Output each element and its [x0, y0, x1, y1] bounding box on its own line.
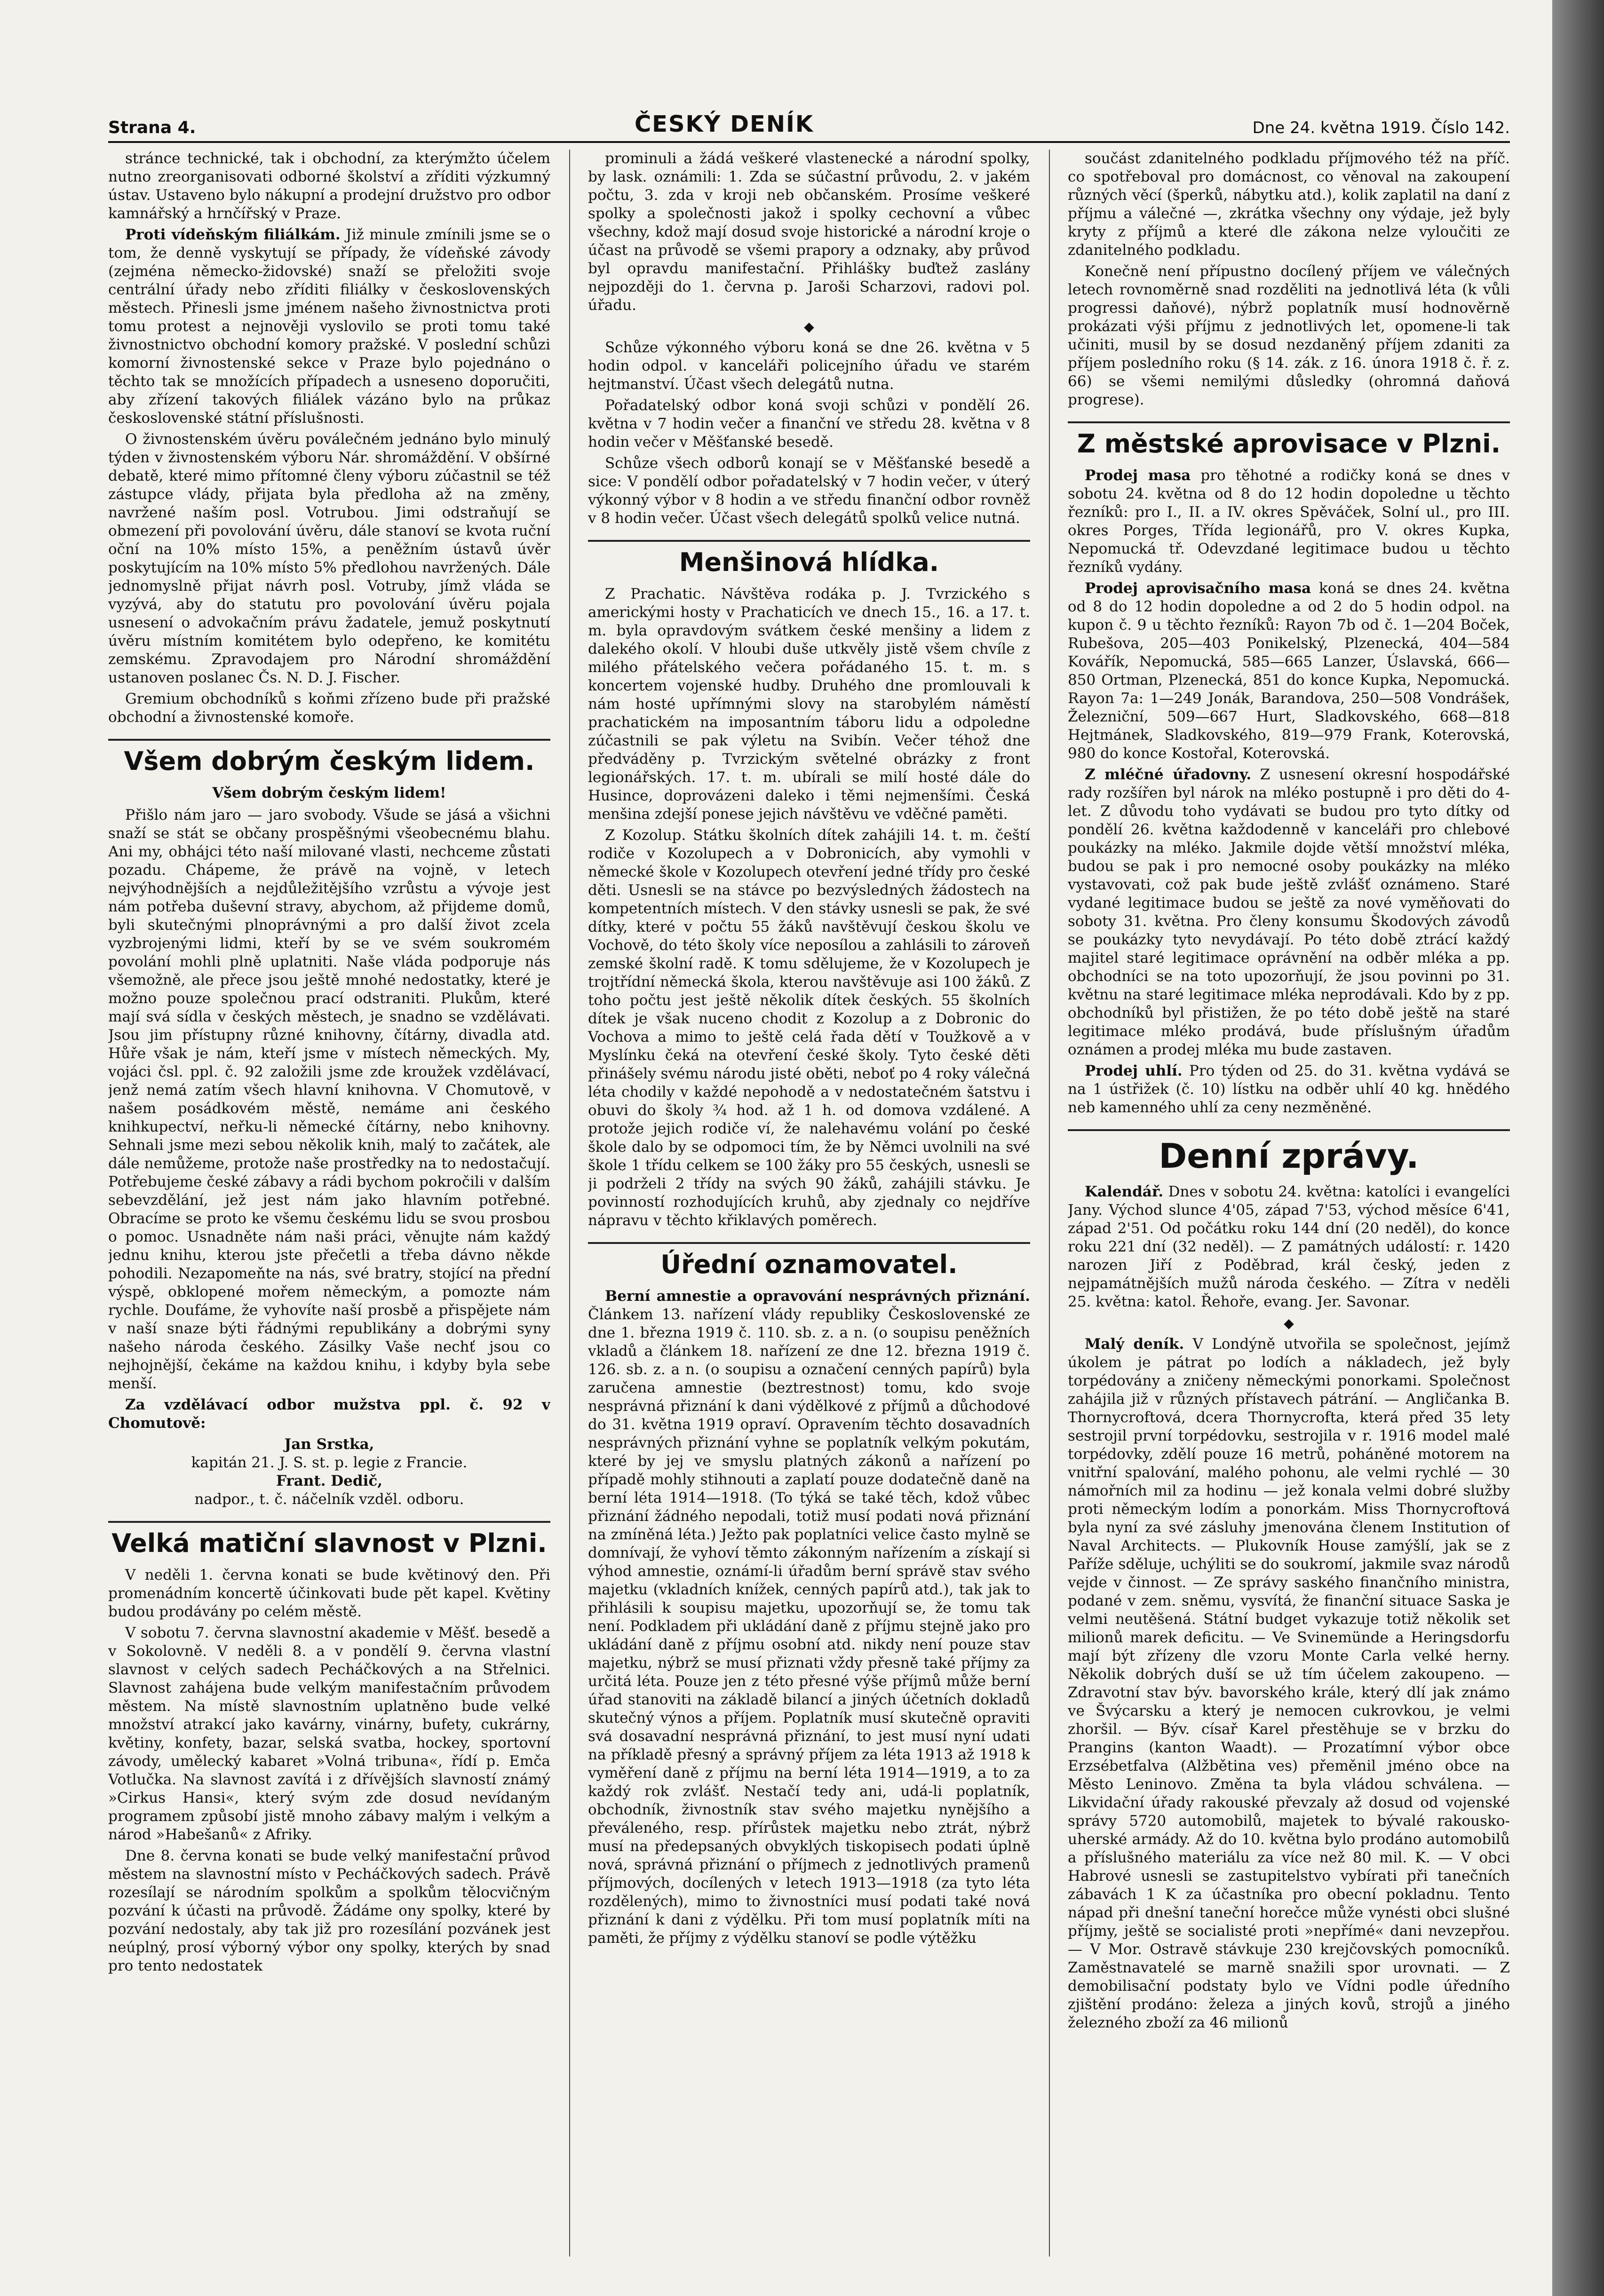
- subheadline: Všem dobrým českým lidem!: [212, 784, 446, 801]
- headline: Úřední oznamovatel.: [588, 1242, 1030, 1280]
- paragraph-lead: Berní amnestie a opravování nesprávných přiznání.: [605, 1288, 1030, 1305]
- paragraph-lead: Prodej aprovisačního masa: [1085, 580, 1311, 597]
- headline: Velká matiční slavnost v Plzni.: [108, 1521, 550, 1559]
- article-paragraph: [1068, 1062, 1510, 1117]
- signature-role: nadpor., t. č. náčelník vzděl. odboru.: [194, 1491, 464, 1508]
- section-ornament: ◆: [804, 319, 814, 334]
- article-paragraph: Z Prachatic. Návštěva rodáka p. J. Tvrzického s americkými hosty v Prachaticích ve dnech 15., 16. a 17. t. m. byla opravdovým svátkem české menšiny a lidem z dalekého okolí. V hloubi duše utkvěly jistě všem chvíle z milého přátelského večera pořádaného 15. t. m. s koncertem vojenské hudby. Druhého dne promlouvali k nám hosté upřímnými slovy na starobylém náměstí prachatickém na imposantním táboru lidu a odpoledne zúčastnili se pak výletu na Svibín. Večer téhož dne předváděny p. Tvrzickým světelné obrázky z front legionářských. 17. t. m. ubírali se milí hosté dále do Husince, doprovázeni daleko i těmi nejmenšími. Česká menšina zdejší ponese jejich návštěvu ve vděčné paměti.: [588, 586, 1030, 823]
- paragraph-body: koná se dnes 24. května od 8 do 12 hodin dopoledne a od 2 do 5 hodin odpol. na kupon č. 9 u těchto řezníků: Rayon 7b od č. 1—204 Boček, Rubešova, 205—403 Ponikelský, Plzenecká, 404—584 Kovářík, Nepomucká, 585—665 Lanzer, Úslavská, 666—850 Ortman, Plzenecká, 851 do konce Kupka, Nepomucká. Rayon 7a: 1—249 Jonák, Barandova, 250—508 Vondrášek, Železniční, 509—667 Hurt, Sladkovského, 668—818 Hejtmánek, Sladkovského, 819—979 Frank, Koterovská, 980 do konce Kostořal, Koterovská.: [1068, 580, 1510, 762]
- article-paragraph: [1068, 1335, 1510, 2032]
- page-number: Strana 4.: [108, 118, 196, 137]
- paragraph-body: pro těhotné a rodičky koná se dnes v sobotu 24. května od 8 do 12 hodin dopoledne u těchto řezníků: pro I., II. a IV. okres Spěváček, Solní ul., pro III. okres Porges, Třída legionářů, pro V. okres Kupka, Nepomucká tř. Odevzdané legitimace budou u těchto řezníků vydány.: [1068, 467, 1510, 576]
- paragraph-lead: Kalendář.: [1085, 1183, 1164, 1200]
- headline: Denní zprávy.: [1068, 1129, 1510, 1175]
- article-paragraph: součást zdanitelného podkladu příjmového též na příč. co spotřeboval pro domácnost, co věnoval na zakoupení různých věcí (šperků, nábytku atd.), kolik zaplatil na daní z příjmu a válečné —, zkrátka všechny ony výdaje, jež byly kryty z příjmů a které dle zákona nelze vyloučiti ze zdanitelného podkladu.: [1068, 150, 1510, 259]
- article-paragraph: [1068, 467, 1510, 577]
- article-paragraph: Gremium obchodníků s koňmi zřízeno bude při pražské obchodní a živnostenské komoře.: [108, 690, 550, 726]
- paragraph-lead: Prodej masa: [1085, 467, 1191, 484]
- column-divider: [1049, 150, 1050, 2256]
- section-ornament: ◆: [1284, 1315, 1294, 1331]
- column-1: [108, 150, 550, 2252]
- headline: Menšinová hlídka.: [588, 540, 1030, 578]
- article-paragraph: Dne 8. června konati se bude velký manifestační průvod městem na slavnostní místo v Pecháčkových sadech. Právě rozesílají se národním spolkům a spolkům tělocvičným pozvání k účasti na průvodě. Žádáme ony spolky, které by pozvání nedostaly, aby tak již pro rozesílání pozvánek jest neúplný, prosí výborný výbor ony spolky, kterých by snad pro tento nedostatek: [108, 1847, 550, 1974]
- paragraph-lead: Prodej uhlí.: [1085, 1062, 1183, 1079]
- article-paragraph: O živnostenském úvěru poválečném jednáno bylo minulý týden v živnostenském výboru Nár. shromáždění. V obšírné debatě, které mimo přítomné členy výboru zúčastnil se též zástupce vlády, přijata byla předloha až na změny, navržené naším posl. Votrubou. Jimi odstraňují se obmezení při povolování úvěru, dále stanoví se kvota ruční oční na 10% místo 15%, a peněžním ústavů úvěr poskytujícím na 10% místo 5% předlohou navržených. Dále jednomyslně přijat návrh posl. Votruby, jímž vláda se vyzývá, aby do statutu pro povolování úvěru pojala usnesení o advokačním právu žadatele, jemuž poskytnutí úvěru místním komitétem bylo odepřeno, ke komitétu zemskému. Zpravodajem pro Národní shromáždění ustanoven poslanec Čs. N. D. J. Fischer.: [108, 431, 550, 686]
- paragraph-body: V Londýně utvořila se společnost, jejímž úkolem je pátrat po lodích a nákladech, jež byly torpédovány a zničeny německými ponorkami. Společnost zahájila již v různých přístavech pátrání. — Angličanka B. Thornycroftová, dcera Thornycrofta, která před 35 lety sestrojil první torpédovku, sestrojila v r. 1916 model malé torpédovky, zdělí pouze 16 metrů, poháněné motorem na vnitřní spalování, malého pohonu, ale velmi rychlé — 30 námořních mil za hodinu — jež konala velmi dobré služby proti německým lodím a ponorkám. Miss Thornycroftová byla nyní za své zásluhy jmenována členem Institution of Naval Architects. — Plukovník House zamýšlí, jak se z Paříže sděluje, uchýliti se do soukromí, jakmile svaz národů vejde v činnost. — Ze správy saského finančního ministra, podané v zem. sněmu, vysvítá, že finanční situace Saska je velmi neutěšená. Státní budget vykazuje totiž několik set milionů marek deficitu. — Ve Svinemünde a Heringsdorfu mají být zřízeny dle vzoru Monte Carla velké herny. Několik dobrých duší se už tím účelem zakoupeno. — Zdravotní stav býv. bavorského krále, který dlí jak známo ve Švýcarsku a který je nemocen cukrovkou, je velmi zhoršil. — Býv. císař Karel přestěhuje se v brzku do Prangins (kanton Waadt). — Prozatímní výbor obce Erzsébetfalva (Alžbětina ves) přeměnil jméno obce na Město Leninovo. Změna ta byla vládou schválena. — Likvidační úřady rakouské převzaly až dosud od vojenské správy 5720 automobilů, majetek to bývalé rakousko-uherské armády. Až do 10. května bylo prodáno automobilů a příslušného materiálu za více než 80 mil. K. — V obci Habrové usnesli se zastupitelstvo vybírati při tanečních zábavách 1 K za účastníka pro obecní pokladnu. Tento nápad při dnešní taneční horečce může vynésti obci slušné příjmy, ještě se socialisté proti »nepřímé« dani nevzepřou. — V Mor. Ostravě stávkuje 230 krejčovských pomocníků. Zaměstnavatelé se marně snažili spor urovnati. — Z demobilisační podstaty bylo ve Vídni podle úředního zjištění prodáno: železa a jiných kovů, strojů a jiného železného zboží za 46 milionů: [1068, 1336, 1510, 2031]
- article-paragraph: V sobotu 7. června slavnostní akademie v Měšť. besedě a v Sokolovně. V neděli 8. a v pondělí 9. června vlastní slavnost v celých sadech Pecháčkových a na Střelnici. Slavnost zahájena bude velkým manifestačním průvodem městem. Na místě slavnostním uplatněno bude velké množství atrakcí jako kavárny, vinárny, bufety, cukrárny, květiny, konfety, bazar, selská svatba, hockey, sportovní závody, umělecký kabaret »Volná tribuna«, řídí p. Emča Votlučka. Na slavnost zavítá i z dřívějších slavností známý »Cirkus Hansi«, který svým zde dosud nevídaným programem způsobí jistě mnoho zábavy malým i velkým a národ »Habešanů« z Afriky.: [108, 1624, 550, 1843]
- signature-role: kapitán 21. J. S. st. p. legie z Francie.: [191, 1454, 468, 1471]
- article-paragraph: [1068, 1183, 1510, 1311]
- article-paragraph: V neděli 1. června konati se bude květinový den. Při promenádním koncertě účinkovati bude pět kapel. Květiny budou prodávány po celém městě.: [108, 1567, 550, 1620]
- newspaper-title: ČESKÝ DENÍK: [634, 111, 814, 137]
- article-paragraph: Schůze výkonného výboru koná se dne 26. května v 5 hodin odpol. v kanceláři policejního úřadu ve starém hejtmanství. Účast všech delegátů nutna.: [588, 339, 1030, 393]
- issue-date: Dne 24. května 1919. Číslo 142.: [1252, 119, 1510, 137]
- paragraph-body: Pro týden od 25. do 31. května vydává se na 1 ústřižek (č. 10) lístku na odběr uhlí 40 kg. hnědého neb kamenného uhlí za ceny nezměněné.: [1068, 1062, 1510, 1116]
- column-3: [1068, 150, 1510, 2252]
- article-paragraph: Pořadatelský odbor koná svoji schůzi v pondělí 26. května v 7 hodin večer a finanční ve středu 28. května v 8 hodin večer v Měšťanské besedě.: [588, 397, 1030, 451]
- column-2: [588, 150, 1030, 2252]
- article-paragraph: Schůze všech odborů konají se v Měšťanské besedě a sice: V pondělí odbor pořadatelský v 7 hodin večer, v úterý výkonný výbor v 8 hodin a ve středu finanční odbor rovněž v 8 hodin večer. Účast všech delegátů spolků velice nutná.: [588, 455, 1030, 527]
- paragraph-body: Již minule zmínili jsme se o tom, že denně vyskytují se případy, že vídeňské závody (zejména německo-židovské) snaží se přeložiti svoje centrální úřady nebo zříditi filiálky v československých městech. Přinesli jsme jménem našeho živnostnictva proti tomu protest a nejnověji vyslovilo se proti tomu také živnostnictvo obchodní komory pražské. V poslední schůzi komorní živnostenské sekce v Praze bylo pojednáno o těchto tak se množících případech a usneseno doporučiti, aby zřízení takových filiálek vázáno bylo na průkaz československé státní příslušnosti.: [108, 226, 550, 427]
- article-paragraph: [1068, 766, 1510, 1059]
- paragraph-body: Z usnesení okresní hospodářské rady rozšířen byl nárok na mléko postupně i pro děti do 4-let. Z důvodu toho vydávati se budou pro tyto dítky od pondělí 26. května každodenně v kanceláři pro chlebové poukázky na mléko. Jakmile dojde větší množství mléka, budou se pak i pro nemocné osoby poukázky na mléko vystavovati, což pak bude ještě zvlášť oznámeno. Staré vydané legitimace budou se ještě za nové vyměňovati do soboty 31. května. Pro členy konsumu Škodových závodů se poukázky tyto nevydávají. Po této době ztrácí každý majitel staré legitimace oprávnění na odběr mléka a pp. obchodníci se na toto upozorňují, že jsou povinni po 31. květnu na staré legitimace mléka neprodávali. Kdo by z pp. obchodníků byl přistižen, že po této době ještě na staré legitimace mléko prodává, bude příslušným úřadům oznámen a prodej mléka mu bude zastaven.: [1068, 766, 1510, 1058]
- column-divider: [569, 150, 570, 2256]
- headline: Z městské aprovisace v Plzni.: [1068, 421, 1510, 459]
- article-paragraph: prominuli a žádá veškeré vlastenecké a národní spolky, by lask. oznámili: 1. Zda se súčastní průvodu, 2. v jakém počtu, 3. zda v kroji neb občanském. Prosíme veškeré spolky a společnosti jakož i spolky cechovní a vůbec všechny, kdož mají dosud svoje historické a národní kroje o účast na průvodě se všemi prapory a odznaky, aby průvod byl opravdu manifestační. Přihlášky buďtež zaslány nejpozději do 1. června p. Jaroši Scharzovi, radovi pol. úřadu.: [588, 150, 1030, 314]
- article-paragraph: [588, 1287, 1030, 1948]
- article-paragraph: Přišlo nám jaro — jaro svobody. Všude se jásá a všichni snaží se stát se občany prospěšnými všeobecnému blahu. Ani my, obhájci této naší milované vlasti, nechceme zůstati pozadu. Chápeme, že právě na vojně, v letech nejvýhodnějších a nejdůležitějšího vzrůstu a vývoje jest nám potřeba duševní stravy, abychom, až přijdeme domů, byli skutečnými plnoprávnými a pro další život zcela vyzbrojenými lidmi, kteří by se ve svém soukromém povolání mohli plně uplatniti. Naše vláda podporuje nás všemožně, ale přece jsou ještě mnohé nedostatky, které je možno pouze společnou prací odstraniti. Plukům, které mají svá sídla v českých městech, je snadno se vzdělávati. Jsou jim přístupny různé knihovny, čítárny, divadla atd. Hůře však je nám, kteří jsme v místech německých. My, vojáci čsl. ppl. č. 92 založili jsme zde kroužek vzdělávací, jenž nemá zatím všech hlavní knihovna. V Chomutově, v našem posádkovém městě, nemáme ani českého knihkupectví, neřku-li německé čítárny, nebo knihovny. Sehnali jsme mezi sebou několik knih, malý to začátek, ale dále nemůžeme, protože naše prostředky na to nedostačují. Potřebujeme české zábavy a rádi bychom pokročili v dalším sebevzdělání, jež jest nám jako hlavním potřebné. Obracíme se proto ke všemu českému lidu se svou prosbou o pomoc. Usnadněte nám naši práci, věnujte nám každý jednu knihu, kterou jste přečetli a třeba dávno někde pohodili. Nezapomeňte na nás, své bratry, stojící na přední výspě, obklopené mořem německým, a pomozte nám rychle. Doufáme, že vyhovíte naší prosbě a přispějete nám v naší snaze býti řádnými republikány a dobrými syny našeho národa českého. Zásilky Vaše nechť jsou co nejhojnější, čekáme na každou knihu, i kdyby byla sebe menší.: [108, 807, 550, 1392]
- scan-edge: [1552, 0, 1604, 2296]
- paragraph-lead: Z mléčné úřadovny.: [1085, 766, 1252, 783]
- article-paragraph: stránce technické, tak i obchodní, za kterýmžto účelem nutno zreorganisovati odborné školství a zříditi výzkumný ústav. Ustaveno bylo nákupní a prodejní družstvo pro odbor kamnářský a hrnčířský v Praze.: [108, 150, 550, 222]
- article-paragraph: [108, 226, 550, 428]
- article-paragraph: Konečně není přípustno docílený příjem ve válečných letech rovnoměrně snad rozděliti na jednotlivá léta (k vůli progressi daňové), nýbrž poplatník musí hodnověrně prokázati výši příjmu z jednotlivých let, opomene-li tak učiniti, musil by se dosud nezdaněný příjem zdaniti za příjem posledního roku (§ 14. zák. z 16. února 1918 č. ř. z. 66) se všemi nemilými důsledky (ohromná daňová progrese).: [1068, 263, 1510, 408]
- headline: Všem dobrým českým lidem.: [108, 739, 550, 776]
- masthead: [108, 109, 1510, 137]
- masthead-rule: [108, 141, 1510, 143]
- signature-name: Frant. Dedič,: [276, 1473, 383, 1489]
- article-paragraph: Z Kozolup. Státku školních dítek zahájili 14. t. m. čeští rodiče v Kozolupech a v Dobronicích, aby vymohli v německé škole v Kozolupech otevření jedné třídy pro české děti. Usnesli se na stávce po bezvýsledných žádostech na kompetentních místech. V den stávky usnesli se pak, že své dítky, které v počtu 55 žáků navštěvují českou školu ve Vochově, do této školy více neposílou a zahlásili to zároveň zemské školní radě. K tomu sdělujeme, že v Kozolupech je trojtřídní německá škola, kterou navštěvuje asi 100 žáků. Z toho počtu jest ještě několik dítek českých. 55 školních dítek je však nuceno chodit z Kozolup a z Dobronic do Vochova a mimo to ještě celá řada dětí v Toužkově a v Myslínku čeká na otevření české školy. Tyto české děti přinášely svému národu jisté oběti, neboť po 4 roky válečná léta chodily v každé nepohodě a v nedostatečném šatstvu i obuvi do školy ¾ hod. až 1 h. od domova vzdálené. A protože jejich rodiče ví, že nalehavému volání po české škole dalo by se odpomoci tím, že by Němci uvolnili na své škole 1 třídu celkem se 100 žáky pro 55 českých, usnesli se ji podrželi 2 třídy na svých 90 žáků, zahájili stávku. Je povinností rozhodujících kruhů, aby zjednaly co nejdříve nápravu v těchto křiklavých poměrech.: [588, 827, 1030, 1229]
- paragraph-body: Článkem 13. nařízení vlády republiky Československé ze dne 1. března 1919 č. 110. sb. z. a n. (o soupisu peněžních vkladů a článkem 18. nařízení ze dne 12. března 1919 č. 126. sb. z. a n. (o soupisu a označení cenných papírů) byla zaručena amnestie (beztrestnost) tomu, kdo svoje nesprávná přiznání k dani výdělkové z příjmů a důchodové do 31. května 1919 opraví. Opravením těchto dosavadních nesprávných přiznání vyhne se poplatník velkým pokutám, které by jej ve smyslu platných zákonů a nařízení po případě mohly stihnouti a zaplatí pouze dodatečně daně na berní léta 1914—1918. (To týká se také těch, kdož vůbec přiznání žádného nepodali, totiž musí podati nová přiznání na zmíněná léta.) Ježto pak poplatníci velice často mylně se domnívají, že vyhoví těmto zákonným nařízením a získají si výhod amnestie, oznámí-li úřadům berní správě stav svého majetku (vkladních knížek, cenných papírů atd.), tak jak to přihlásili k soupisu majetku, upozorňují se, že tomu tak není. Podkladem při ukládání daně z příjmu stejně jako pro ukládání daně z příjmu osobní atd. nikdy není pouze stav majetku, nýbrž se musí přiznati vždy přesně také příjmy za určitá léta. Pouze jen z této přesné výše příjmů může berní úřad stanoviti na základě bilancí a jiných účetních dokladů skutečný výnos a příjem. Poplatník musí skutečně opraviti svá dosavadní nesprávná přiznání, to jest musí nyní udati na příkladě přesný a správný příjem za léta 1913 až 1918 k vyměření daně z příjmu na berní léta 1914—1919, a to za každý rok zvlášť. Nestačí tedy ani, udá-li poplatník, obchodník, živnostník stav svého majetku nynějšího a převáleného, resp. přírůstek majetku nebo ztrát, nýbrž musí na předepsaných obvyklých tiskopisech podati úplně nová, správná přiznání o příjmech z jednotlivých pramenů příjmových, docílených v letech 1913—1918 (za tyto léta rozdělených), mimo to živnostníci musí podati také nová přiznání k dani z výdělku. Při tom musí poplatník míti na paměti, že příjmy z výdělku stanoví se podle výtěžku: [588, 1306, 1030, 1947]
- paragraph-lead: Malý deník.: [1085, 1336, 1184, 1353]
- paragraph-lead: Proti vídeňským filiálkám.: [125, 226, 341, 243]
- paragraph-body: Dnes v sobotu 24. května: katolíci i evangelíci Jany. Východ slunce 4'05, západ 7'53, východ měsíce 6'41, západ 2'51. Od počátku roku 144 dní (20 neděl), do konce roku 221 dní (32 neděl). — Z památných událostí: r. 1420 narozen Jiří z Poděbrad, král český, jeden z nejpamátnějších mužů národa českého. — Zítra v neděli 25. května: katol. Řehoře, evang. Jer. Savonar.: [1068, 1183, 1510, 1310]
- signature-name: Jan Srstka,: [284, 1436, 374, 1453]
- article-paragraph: Za vzdělávací odbor mužstva ppl. č. 92 v Chomutově:: [108, 1396, 550, 1432]
- article-paragraph: [1068, 579, 1510, 763]
